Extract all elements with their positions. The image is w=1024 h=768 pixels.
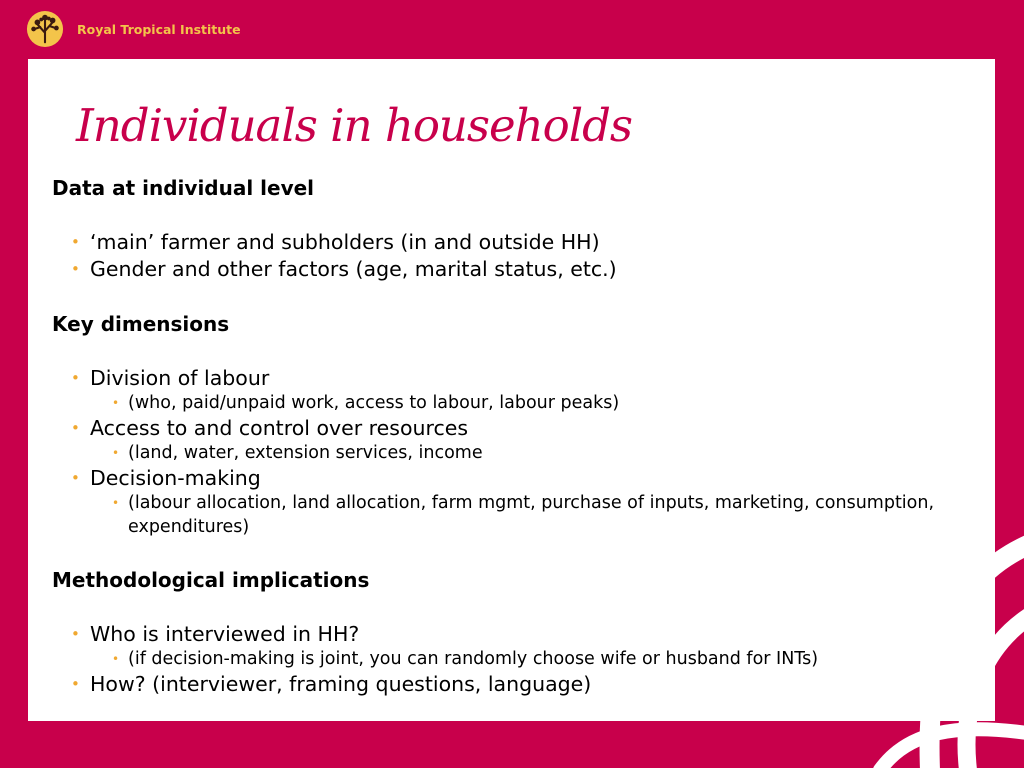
section-heading: Data at individual level — [52, 176, 315, 200]
bullet-text: How? (interviewer, framing questions, language) — [90, 672, 592, 696]
sub-bullet-icon: • — [112, 446, 120, 460]
bullet-icon: • — [71, 233, 80, 251]
sub-bullet-item — [52, 441, 972, 465]
sub-bullet-text: (labour allocation, land allocation, farm mgmt, purchase of inputs, marketing, consumption, expenditures) — [128, 493, 935, 537]
bullet-text: Who is interviewed in HH? — [90, 622, 360, 646]
spacer — [52, 283, 972, 310]
sub-bullet-icon: • — [112, 396, 120, 410]
spacer — [52, 202, 972, 229]
sub-bullet-icon: • — [112, 496, 120, 510]
sub-bullet-item — [52, 647, 972, 671]
bullet-icon: • — [71, 369, 80, 387]
bullet-text: Division of labour — [90, 366, 270, 390]
bullet-item — [52, 621, 972, 648]
sub-bullet-text: (land, water, extension services, income — [128, 443, 483, 463]
bullet-text: ‘main’ farmer and subholders (in and outside HH) — [90, 230, 600, 254]
bullet-icon: • — [71, 675, 80, 693]
bullet-icon: • — [71, 260, 80, 278]
bullet-icon: • — [71, 469, 80, 487]
sub-bullet-icon: • — [112, 652, 120, 666]
bullet-item — [52, 365, 972, 392]
bullet-item — [52, 256, 972, 283]
sub-bullet-text: (if decision-making is joint, you can randomly choose wife or husband for INTs) — [128, 649, 819, 669]
bullet-text: Decision-making — [90, 466, 261, 490]
bullet-item — [52, 465, 972, 492]
slide-card — [28, 59, 995, 721]
section-heading: Methodological implications — [52, 568, 370, 592]
sub-bullet-text: (who, paid/unpaid work, access to labour, labour peaks) — [128, 393, 620, 413]
slide-content — [52, 174, 972, 698]
bullet-item — [52, 229, 972, 256]
bullet-icon: • — [71, 625, 80, 643]
bullet-text: Access to and control over resources — [90, 416, 469, 440]
slide-title: Individuals in households — [76, 99, 633, 152]
spacer — [52, 338, 972, 365]
sub-bullet-item — [52, 391, 972, 415]
bullet-item — [52, 415, 972, 442]
bullet-item — [52, 671, 972, 698]
bullet-icon: • — [71, 419, 80, 437]
section-heading: Key dimensions — [52, 312, 230, 336]
spacer — [52, 594, 972, 621]
bullet-text: Gender and other factors (age, marital status, etc.) — [90, 257, 617, 281]
tree-emblem-icon — [26, 10, 64, 48]
brand-name: Royal Tropical Institute — [77, 21, 241, 37]
spacer — [52, 539, 972, 566]
brand-logo — [26, 10, 241, 48]
sub-bullet-item — [52, 491, 972, 539]
